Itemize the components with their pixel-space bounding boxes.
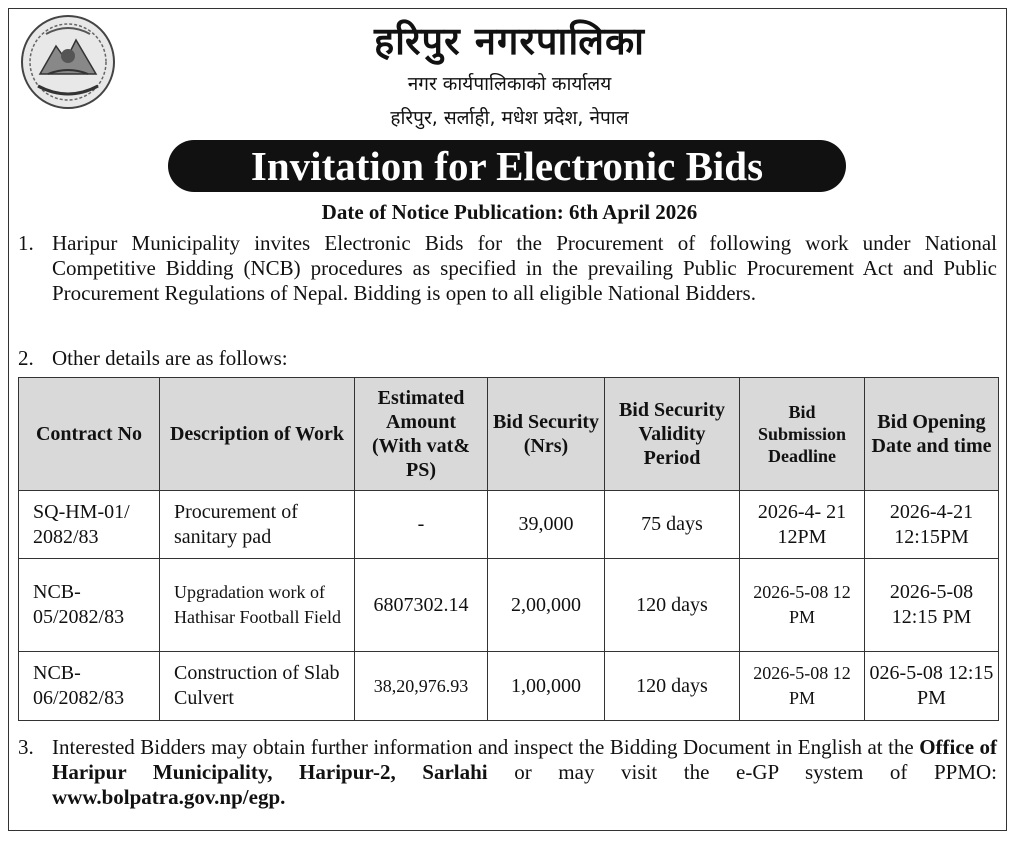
paragraph-3 [18, 735, 997, 810]
header-description: Description of Work [160, 378, 355, 491]
validity-period: 120 days [605, 559, 740, 652]
description: Construction of Slab Culvert [160, 652, 355, 721]
submission-deadline: 2026-4- 21 12PM [740, 491, 865, 559]
contract-no: NCB- 06/2082/83 [19, 652, 160, 721]
header-opening-date: Bid Opening Date and time [865, 378, 999, 491]
header-validity-period: Bid Security Validity Period [605, 378, 740, 491]
paragraph-number: 2. [18, 346, 34, 370]
paragraph-text: Haripur Municipality invites Electronic Bids for the Procurement of following work under National Competitive Bidding (NCB) procedures as specified in the prevailing Public Procurement Act and Public Procurement Regulations of Nepal. Bidding is open to all eligible National Bidders. [52, 231, 997, 305]
table-header-row [19, 378, 999, 491]
submission-deadline: 2026-5-08 12 PM [740, 652, 865, 721]
submission-deadline: 2026-5-08 12 PM [740, 559, 865, 652]
description: Upgradation work of Hathisar Football Field [160, 559, 355, 652]
estimated-amount: 6807302.14 [355, 559, 488, 652]
paragraph-1 [18, 231, 997, 306]
bid-security: 39,000 [488, 491, 605, 559]
office-address: Office of Haripur Municipality, Haripur-2, Sarlahi [52, 735, 997, 784]
validity-period: 120 days [605, 652, 740, 721]
bids-table [18, 377, 999, 721]
header-contract-no: Contract No [19, 378, 160, 491]
paragraph-text: Other details are as follows: [52, 346, 288, 370]
opening-date: 026-5-08 12:15 PM [865, 652, 999, 721]
paragraph-number: 1. [18, 231, 34, 255]
contract-no: NCB- 05/2082/83 [19, 559, 160, 652]
address: हरिपुर, सर्लाही, मधेश प्रदेश, नेपाल [390, 107, 629, 129]
publication-date: Date of Notice Publication: 6th April 2026 [321, 200, 698, 224]
estimated-amount: - [355, 491, 488, 559]
header-bid-security: Bid Security (Nrs) [488, 378, 605, 491]
bid-security: 1,00,000 [488, 652, 605, 721]
paragraph-number: 3. [18, 735, 34, 759]
header-submission-deadline: Bid Submission Deadline [740, 378, 865, 491]
table-row [19, 559, 999, 652]
banner-title: Invitation for Electronic Bids [168, 140, 846, 192]
paragraph-text-part: or may visit the e-GP system of PPMO: [487, 760, 998, 784]
table-row [19, 491, 999, 559]
description: Procurement of sanitary pad [160, 491, 355, 559]
municipality-name: हरिपुर नगरपालिका [373, 19, 645, 63]
estimated-amount: 38,20,976.93 [355, 652, 488, 721]
validity-period: 75 days [605, 491, 740, 559]
contract-no: SQ-HM-01/ 2082/83 [19, 491, 160, 559]
table-row [19, 652, 999, 721]
paragraph-text [52, 735, 997, 810]
office-name: नगर कार्यपालिकाको कार्यालय [407, 73, 612, 95]
egp-website-link[interactable]: www.bolpatra.gov.np/egp. [52, 785, 286, 809]
opening-date: 2026-4-21 12:15PM [865, 491, 999, 559]
paragraph-2 [18, 346, 997, 371]
opening-date: 2026-5-08 12:15 PM [865, 559, 999, 652]
bid-security: 2,00,000 [488, 559, 605, 652]
header-estimated-amount: Estimated Amount (With vat& PS) [355, 378, 488, 491]
paragraph-text-part: Interested Bidders may obtain further information and inspect the Bidding Document in English at the [52, 735, 920, 759]
